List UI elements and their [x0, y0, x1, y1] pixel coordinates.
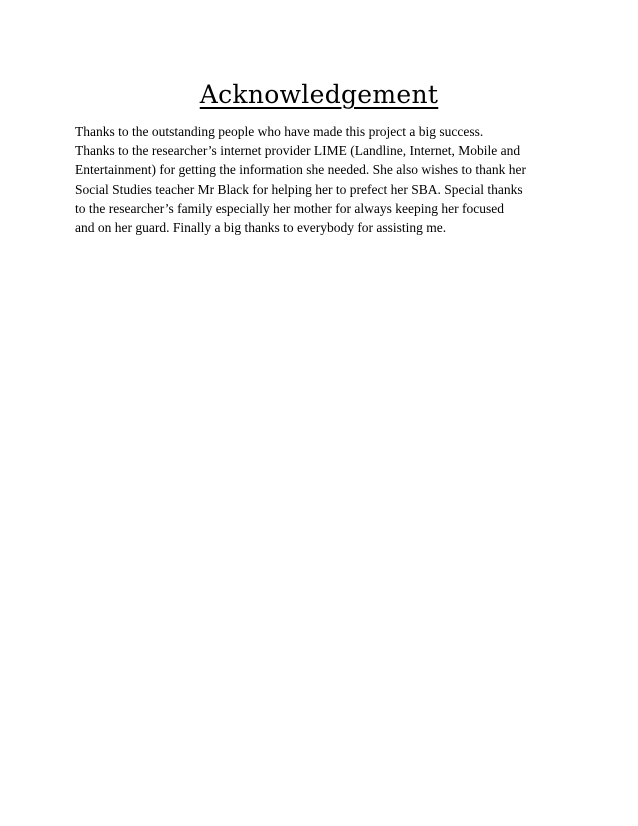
- paragraph-line: and on her guard. Finally a big thanks to everybody for assisting me.: [75, 220, 447, 236]
- paragraph-line: Thanks to the researcher’s internet provider LIME (Landline, Internet, Mobile and: [75, 143, 521, 159]
- paragraph-line: Entertainment) for getting the information she needed. She also wishes to thank her: [75, 162, 527, 178]
- paragraph-line: Social Studies teacher Mr Black for helping her to prefect her SBA. Special thanks: [75, 181, 523, 197]
- paragraph-line: Thanks to the outstanding people who have made this project a big success.: [75, 124, 484, 139]
- acknowledgement-paragraph: [75, 122, 575, 237]
- page-title: Acknowledgement: [199, 80, 439, 109]
- paragraph-line: to the researcher’s family especially her mother for always keeping her focused: [75, 200, 504, 216]
